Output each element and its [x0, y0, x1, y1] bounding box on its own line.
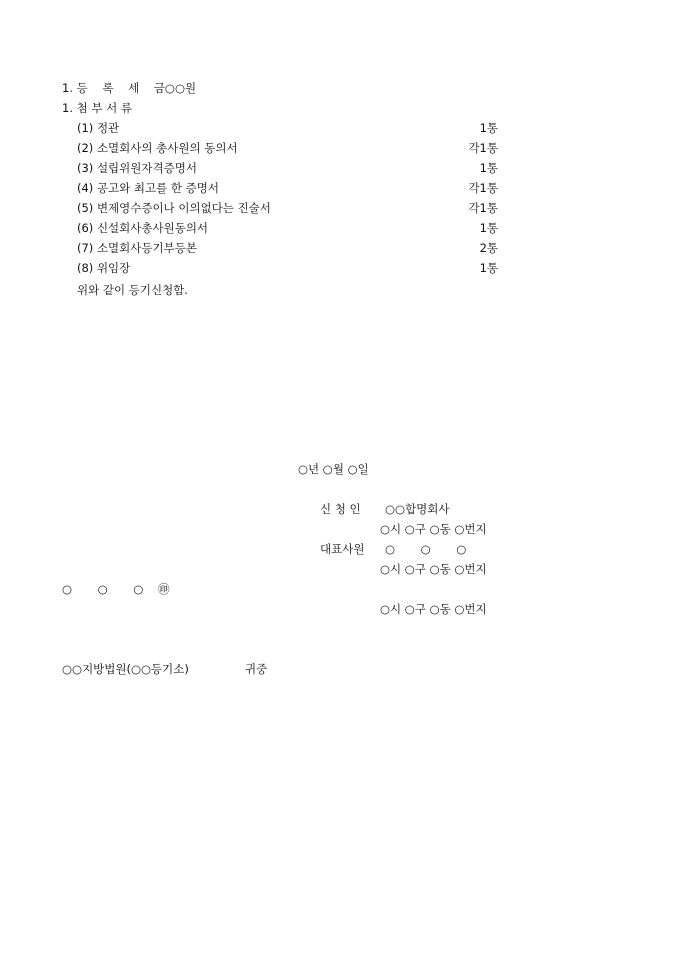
attachment-item-qty: 1통 [479, 121, 498, 135]
attachment-item-label: (1) 정관 [77, 121, 120, 135]
agent-name: ○ ○ ○ [62, 582, 144, 596]
agent-address: ○시 ○구 ○동 ○번지 [380, 602, 487, 616]
attachment-item-qty: 1통 [479, 261, 498, 275]
attachment-item-label: (2) 소멸회사의 총사원의 동의서 [77, 141, 238, 155]
closing-statement: 위와 같이 등기신청함. [77, 283, 188, 297]
filing-date: ○년 ○월 ○일 [298, 462, 369, 476]
attachment-item-qty: 각1통 [468, 141, 498, 155]
registration-fee-line: 1. 등 록 세 금○○원 [62, 81, 197, 95]
attachment-item-label: (4) 공고와 최고를 한 증명서 [77, 181, 220, 195]
attachment-item-qty: 1통 [479, 221, 498, 235]
attachment-item-qty: 각1통 [468, 201, 498, 215]
honorific: 귀중 [245, 662, 268, 676]
court-name: ○○지방법원(○○등기소) [62, 662, 189, 676]
company-address: ○시 ○구 ○동 ○번지 [380, 522, 487, 536]
attachment-item-label: (8) 위임장 [77, 261, 131, 275]
attachment-item-label: (6) 신설회사총사원동의서 [77, 221, 209, 235]
attachments-heading: 1. 첨 부 서 류 [62, 101, 133, 115]
applicant-label: 신 청 인 [320, 502, 361, 516]
attachment-item-qty: 1통 [479, 161, 498, 175]
attachment-item-label: (5) 변제영수증이나 이의없다는 진술서 [77, 201, 271, 215]
seal-mark: ㊞ [158, 582, 170, 596]
attachment-item-label: (3) 설립위원자격증명서 [77, 161, 197, 175]
representative-label: 대표사원 [320, 542, 365, 556]
company-name: ○○합명회사 [385, 502, 450, 516]
attachment-item-qty: 2통 [479, 241, 498, 255]
attachment-item-label: (7) 소멸회사등기부등본 [77, 241, 197, 255]
representative-name: ○ ○ ○ [385, 542, 467, 556]
representative-address: ○시 ○구 ○동 ○번지 [380, 562, 487, 576]
attachment-item-qty: 각1통 [468, 181, 498, 195]
